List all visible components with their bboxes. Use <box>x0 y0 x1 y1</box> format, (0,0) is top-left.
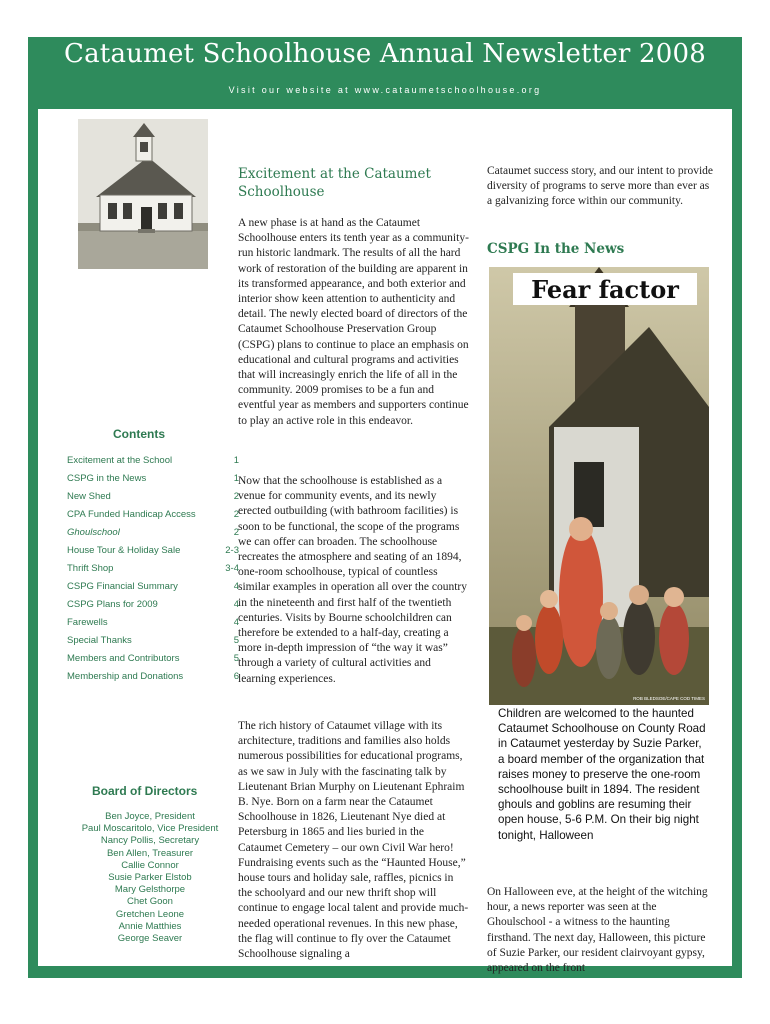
toc-item[interactable] <box>67 617 239 635</box>
toc-page: 4 <box>233 617 239 628</box>
toc-item[interactable] <box>67 491 239 509</box>
toc-label: CSPG Plans for 2009 <box>67 599 158 610</box>
toc-page: 2 <box>233 509 239 520</box>
toc-label: New Shed <box>67 491 111 502</box>
website-line[interactable]: Visit our website at www.cataumetschoolhouse.org <box>228 85 542 95</box>
board-member: Nancy Pollis, Secretary <box>100 835 200 847</box>
toc-item[interactable] <box>67 545 239 563</box>
article-paragraph: The rich history of Cataumet village with its architecture, traditions and families also holds numerous possibilities for educational programs, as we saw in July with the fascinating talk by Lieutenant Brian Murphy on Lieutenant Ephraim B. Nye. Born on a farm near the Cataumet Schoolhouse in 1826, Lieutenant Nye died at Petersburg in 1865 and lies buried in the Cataumet Cemetery – our own Civil War hero! Fundraising events such as the “Haunted House,” house tours and holiday sale, raffles, picnics in the schoolyard and our new thrift shop will continue to engage local talent and provide much-needed operational revenues. In this new phase, the flag will continue to fly over the Cataumet Schoolhouse signaling a <box>238 720 469 961</box>
toc-label: CSPG in the News <box>67 473 147 484</box>
clipping-headline: Fear factor <box>531 275 679 304</box>
toc-page: 5 <box>233 635 239 646</box>
toc-item[interactable] <box>67 653 239 671</box>
toc-page: 2 <box>233 527 239 538</box>
board-heading: Board of Directors <box>92 784 198 798</box>
toc-page: 2 <box>233 491 239 502</box>
board-member: George Seaver <box>117 933 183 945</box>
schoolhouse-photo <box>78 119 208 269</box>
toc-item[interactable] <box>67 599 239 617</box>
page-content <box>38 109 732 975</box>
toc-label: House Tour & Holiday Sale <box>67 545 181 556</box>
newsletter-title: Cataumet Schoolhouse Annual Newsletter 2008 <box>64 39 706 69</box>
toc-page: 4 <box>233 581 239 592</box>
toc-item[interactable] <box>67 527 239 545</box>
article-continued: Cataumet success story, and our intent to provide diversity of programs to serve more than ever as a galvanizing force within our community. <box>487 165 714 208</box>
toc-page: 3-4 <box>225 563 239 574</box>
toc-item[interactable] <box>67 455 239 473</box>
board-member: Gretchen Leone <box>115 908 185 920</box>
toc-item[interactable] <box>67 473 239 491</box>
photo-caption: Children are welcomed to the haunted Cataumet Schoolhouse on County Road in Cataumet yesterday by Suzie Parker, a board member of the organization that raises money to preserve the one-room schoolhouse built in 1894. The resident ghouls and goblins are resuming their open house, 5-6 P.M. On their big night tonight, Halloween <box>498 707 706 842</box>
toc-label: Thrift Shop <box>67 563 114 574</box>
article-paragraph: Now that the schoolhouse is established as a venue for community events, and its newly erected outbuilding (with bathroom facilities) is soon to be functional, the scope of the programs we can offer can broaden. The schoolhouse recreates the atmosphere and seating of an 1894, one-room schoolhouse, typical of countless similar examples in operation all over the country in the nineteenth and first half of the twentieth centuries. Visits by Bourne schoolchildren can therefore be extended to a half-day, creating a more in-depth impression of “the way it was” through a variety of cultural activities and learning experiences. <box>238 475 467 685</box>
contents-heading: Contents <box>113 427 165 441</box>
board-member: Ben Joyce, President <box>105 811 195 822</box>
toc-label: Special Thanks <box>67 635 132 646</box>
article-paragraph: On Halloween eve, at the height of the witching hour, a news reporter was seen at the Ghoulschool - a witness to the haunting firsthand. The next day, Halloween, this picture of Suzie Parker, our resident clairvoyant gypsy, appeared on the front <box>487 886 708 975</box>
toc-page: 1 <box>233 455 239 466</box>
toc-label: Farewells <box>67 617 108 628</box>
toc-label: Excitement at the School <box>67 455 173 466</box>
toc-item[interactable] <box>67 563 239 581</box>
board-member: Susie Parker Elstob <box>108 872 192 884</box>
article-heading-excitement: Excitement at the Cataumet Schoolhouse <box>238 166 431 200</box>
board-member: Ben Allen, Treasurer <box>106 847 194 859</box>
board-member: Paul Moscaritolo, Vice President <box>81 823 219 835</box>
toc-item[interactable] <box>67 509 239 527</box>
photo-credit: ROB BLEDSOE/CAPE COD TIMES <box>633 696 705 701</box>
toc-page: 6 <box>233 671 239 682</box>
article-heading-news: CSPG In the News <box>487 241 625 257</box>
toc-label: Membership and Donations <box>67 671 184 682</box>
toc-page: 2-3 <box>225 545 239 556</box>
table-of-contents <box>67 455 239 689</box>
toc-page: 5 <box>233 653 239 664</box>
toc-item[interactable] <box>67 635 239 653</box>
board-member: Annie Matthies <box>118 920 182 932</box>
board-member: Chet Goon <box>127 896 173 908</box>
toc-page: 1 <box>233 473 239 484</box>
masthead <box>28 37 742 109</box>
toc-item[interactable] <box>67 581 239 599</box>
toc-label: CSPG Financial Summary <box>67 581 178 592</box>
toc-label: CPA Funded Handicap Access <box>67 509 196 520</box>
toc-page: 4 <box>233 599 239 610</box>
toc-item[interactable] <box>67 671 239 689</box>
board-list <box>65 811 235 945</box>
newsletter-frame <box>28 37 742 978</box>
board-member: Mary Gelsthorpe <box>114 884 186 896</box>
article-paragraph: A new phase is at hand as the Cataumet Schoolhouse enters its tenth year as a community-run historic landmark. The results of all the hard work of restoration of the building are apparent in its transformed appearance, and both exterior and interior show keen attention to authenticity and detail. The newly elected board of directors of the Cataumet Schoolhouse Preservation Group (CSPG) plans to continue to place an emphasis on educational and cultural programs and activities that will increasingly enrich the life of all in the community. 2009 promises to be a fun and eventful year as members and supporters continue to play an active role in this endeavor. <box>238 217 469 427</box>
board-member: Callie Connor <box>121 859 179 871</box>
newspaper-clipping-photo <box>489 267 709 705</box>
toc-label: Members and Contributors <box>67 653 180 664</box>
toc-label: Ghoulschool <box>67 527 120 538</box>
